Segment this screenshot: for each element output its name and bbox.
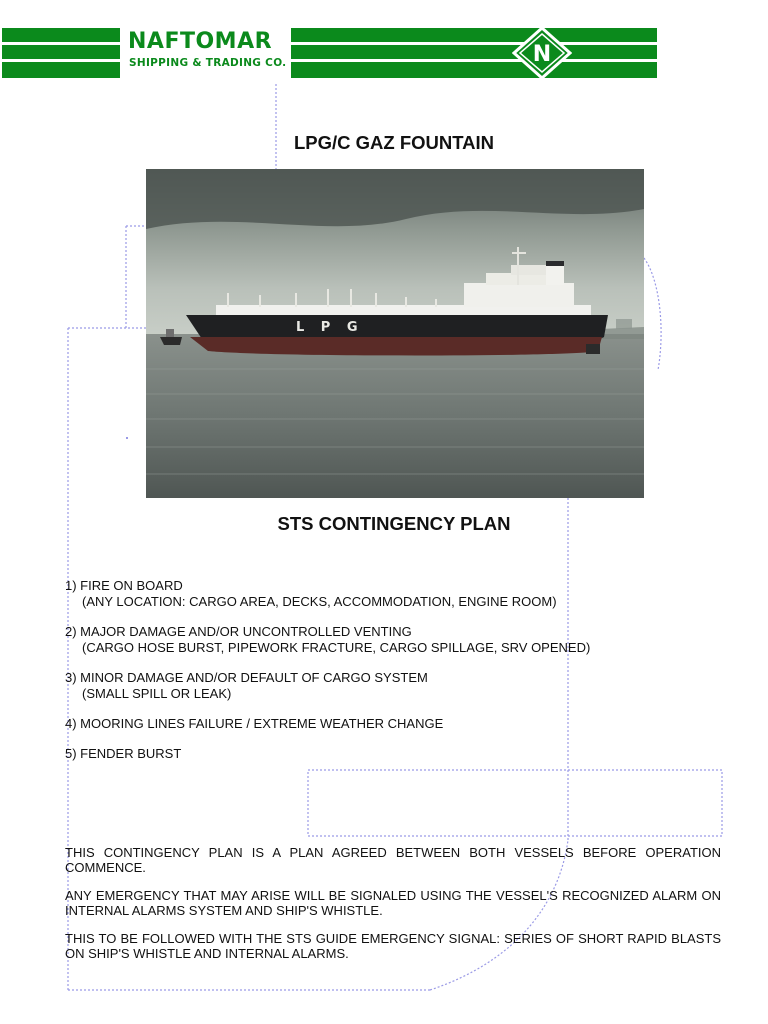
plan-title: STS CONTINGENCY PLAN — [277, 513, 511, 534]
list-item — [65, 746, 725, 762]
logo-stripes-right — [291, 28, 657, 78]
brand-name: NAFTOMAR — [128, 29, 273, 54]
naftomar-n-badge-icon — [512, 26, 572, 80]
note-paragraph: THIS TO BE FOLLOWED WITH THE STS GUIDE EMERGENCY SIGNAL: SERIES OF SHORT RAPID BLASTS ON SHIP'S WHISTLE AND INTERNAL ALARMS. — [65, 931, 721, 961]
list-item-main: 3) MINOR DAMAGE AND/OR DEFAULT OF CARGO SYSTEM — [65, 670, 428, 685]
logo-stripes-left — [2, 28, 120, 78]
list-item — [65, 670, 725, 702]
vessel-title: LPG/C GAZ FOUNTAIN — [293, 132, 495, 153]
note-paragraph: THIS CONTINGENCY PLAN IS A PLAN AGREED BETWEEN BOTH VESSELS BEFORE OPERATION COMMENCE. — [65, 845, 721, 875]
list-item-sub: (CARGO HOSE BURST, PIPEWORK FRACTURE, CARGO SPILLAGE, SRV OPENED) — [82, 640, 591, 655]
list-item-sub: (ANY LOCATION: CARGO AREA, DECKS, ACCOMMODATION, ENGINE ROOM) — [82, 594, 557, 609]
list-item — [65, 716, 725, 732]
badge-letter: N — [532, 42, 552, 67]
vessel-photo — [146, 169, 644, 498]
list-item-main: 2) MAJOR DAMAGE AND/OR UNCONTROLLED VENTING — [65, 624, 412, 639]
plan-notes — [65, 845, 721, 974]
list-item-main: 5) FENDER BURST — [65, 746, 182, 761]
company-logo-band — [0, 26, 660, 80]
hull-lettering: L P G — [296, 320, 364, 335]
list-item-main: 1) FIRE ON BOARD — [65, 578, 183, 593]
brand-subtitle: SHIPPING & TRADING CO. — [129, 57, 287, 69]
list-item — [65, 578, 725, 610]
list-item — [65, 624, 725, 656]
list-item-sub: (SMALL SPILL OR LEAK) — [82, 686, 232, 701]
contingency-list — [65, 578, 725, 776]
note-paragraph: ANY EMERGENCY THAT MAY ARISE WILL BE SIGNALED USING THE VESSEL'S RECOGNIZED ALARM ON INTERNAL ALARMS SYSTEM AND SHIP'S WHISTLE. — [65, 888, 721, 918]
list-item-main: 4) MOORING LINES FAILURE / EXTREME WEATHER CHANGE — [65, 716, 444, 731]
